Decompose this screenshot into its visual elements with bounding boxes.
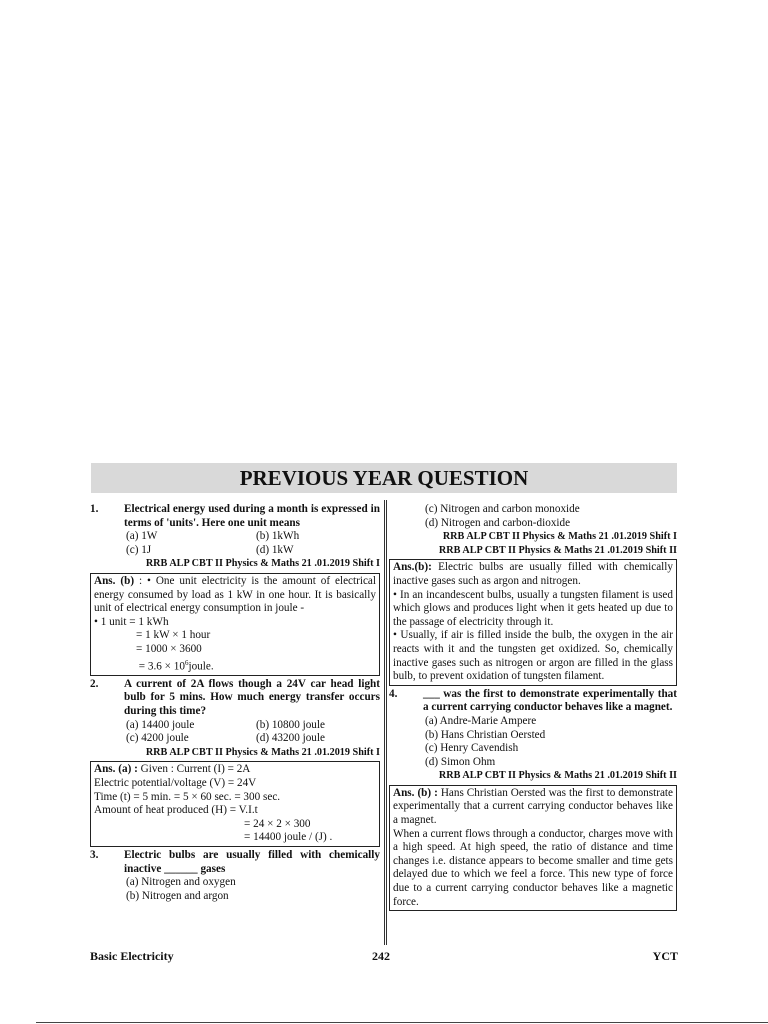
option: (d) 43200 joule: [256, 732, 325, 745]
exam-source: RRB ALP CBT II Physics & Maths 21 .01.2019 Shift I: [442, 531, 677, 543]
option: (a) 1W: [126, 530, 158, 543]
column-divider: [386, 500, 388, 945]
question-number: 4.: [389, 687, 398, 700]
answer-label: Ans.(b):: [393, 561, 432, 574]
option: (b) 10800 joule: [256, 718, 325, 731]
answer-box: [389, 785, 677, 911]
answer-line: • 1 unit = 1 kWh: [94, 615, 169, 628]
answer-text: Given : Current (I) = 2A: [137, 763, 251, 776]
footer-subject: Basic Electricity: [90, 949, 174, 963]
answer-bullet: • In an incandescent bulbs, usually a tungsten filament is used which glows and produces light when it gets heated up due to the passage of electricity through it.: [393, 588, 673, 628]
option: (c) 1J: [126, 543, 152, 556]
question-text: A current of 2A flows though a 24V car head light bulb for 5 mins. How much energy transfer occurs during this time?: [124, 677, 380, 718]
page-number: 242: [372, 949, 390, 963]
answer-box: [90, 573, 380, 676]
answer-line: Amount of heat produced (H) = V.I.t: [94, 804, 258, 817]
option: (a) 14400 joule: [126, 718, 195, 731]
question-3-options-cont: [389, 503, 677, 530]
answer-paragraph: When a current flows through a conductor, charges move with a high speed. At high speed, the ratio of distance and time changes i.e. distance appears to become smaller and time gets delayed due to which we feel a force. This new type of force due to a current carrying conductor behaves like a magnetic force.: [393, 827, 673, 908]
question-1: [90, 503, 380, 530]
option: (d) Nitrogen and carbon-dioxide: [425, 516, 571, 529]
question-3: [90, 849, 380, 876]
bottom-rule: [36, 1022, 768, 1023]
answer-text: Electric bulbs are usually filled with chemically inactive gases such as argon and nitrogen.: [393, 561, 673, 587]
exam-source: RRB ALP CBT II Physics & Maths 21 .01.2019 Shift II: [438, 770, 677, 782]
answer-text: Hans Christian Oersted was the first to demonstrate experimentally that a current carrying conductor behaves like a magnet.: [393, 786, 673, 827]
option: (a) Nitrogen and oxygen: [126, 876, 236, 889]
option: (b) Nitrogen and argon: [126, 889, 229, 902]
question-2-options: [90, 719, 380, 746]
answer-text: : • One unit electricity is the amount of electrical energy consumed by load as 1 kW in one hour. It is basically unit of electrical energy consumption in joule -: [94, 574, 376, 615]
answer-line: = 1 kW × 1 hour: [136, 629, 211, 642]
answer-line: Time (t) = 5 min. = 5 × 60 sec. = 300 sec.: [94, 790, 281, 803]
option: (a) Andre-Marie Ampere: [425, 714, 537, 727]
footer-publisher: YCT: [652, 949, 678, 963]
answer-label: Ans. (b): [94, 574, 135, 587]
answer-box: [90, 761, 380, 847]
question-number: 2.: [90, 677, 99, 690]
answer-bullet: • Usually, if air is filled inside the bulb, the oxygen in the air reacts with it and the tungsten get oxidized. So, chemically inactive gases such as nitrogen or argon are filled in the glass bulb, to prevent oxidation of tungsten filament.: [393, 629, 673, 683]
answer-line: = 1000 × 3600: [136, 642, 202, 655]
answer-line: = 14400 joule / (J) .: [244, 831, 333, 844]
page-title: PREVIOUS YEAR QUESTION: [91, 463, 677, 493]
question-1-options: [90, 530, 380, 557]
exam-source: RRB ALP CBT II Physics & Maths 21 .01.2019 Shift I: [145, 558, 380, 570]
option: (c) 4200 joule: [126, 732, 189, 745]
option: (b) Hans Christian Oersted: [425, 728, 546, 741]
question-number: 1.: [90, 503, 99, 515]
answer-line: Electric potential/voltage (V) = 24V: [94, 777, 257, 790]
answer-line: = 24 × 2 × 300: [244, 817, 311, 830]
exam-source: RRB ALP CBT II Physics & Maths 21 .01.2019 Shift I: [145, 746, 380, 758]
question-number: 3.: [90, 848, 99, 861]
left-column: [90, 503, 380, 903]
question-2: [90, 678, 380, 719]
answer-box: [389, 559, 677, 685]
answer-line: = $3.6 \times 10^6joule$.: [138, 658, 214, 673]
question-3-options: [90, 876, 380, 903]
question-text: Electrical energy used during a month is expressed in terms of 'units'. Here one unit means: [124, 503, 380, 529]
answer-label: Ans. (b) :: [393, 786, 438, 799]
answer-label: Ans. (a) :: [94, 763, 138, 776]
option: (b) 1kWh: [256, 530, 300, 543]
option: (d) 1kW: [256, 543, 294, 556]
question-4: [389, 688, 677, 715]
right-column: [389, 503, 677, 913]
exam-source: RRB ALP CBT II Physics & Maths 21 .01.2019 Shift II: [438, 544, 677, 556]
question-text: ___ was the first to demonstrate experimentally that a current carrying conductor behaves like a magnet.: [423, 687, 677, 714]
option: (d) Simon Ohm: [425, 755, 496, 768]
option: (c) Nitrogen and carbon monoxide: [425, 503, 580, 515]
option: (c) Henry Cavendish: [425, 742, 519, 755]
question-text: Electric bulbs are usually filled with chemically inactive ______ gases: [124, 848, 380, 875]
question-4-options: [389, 715, 677, 769]
